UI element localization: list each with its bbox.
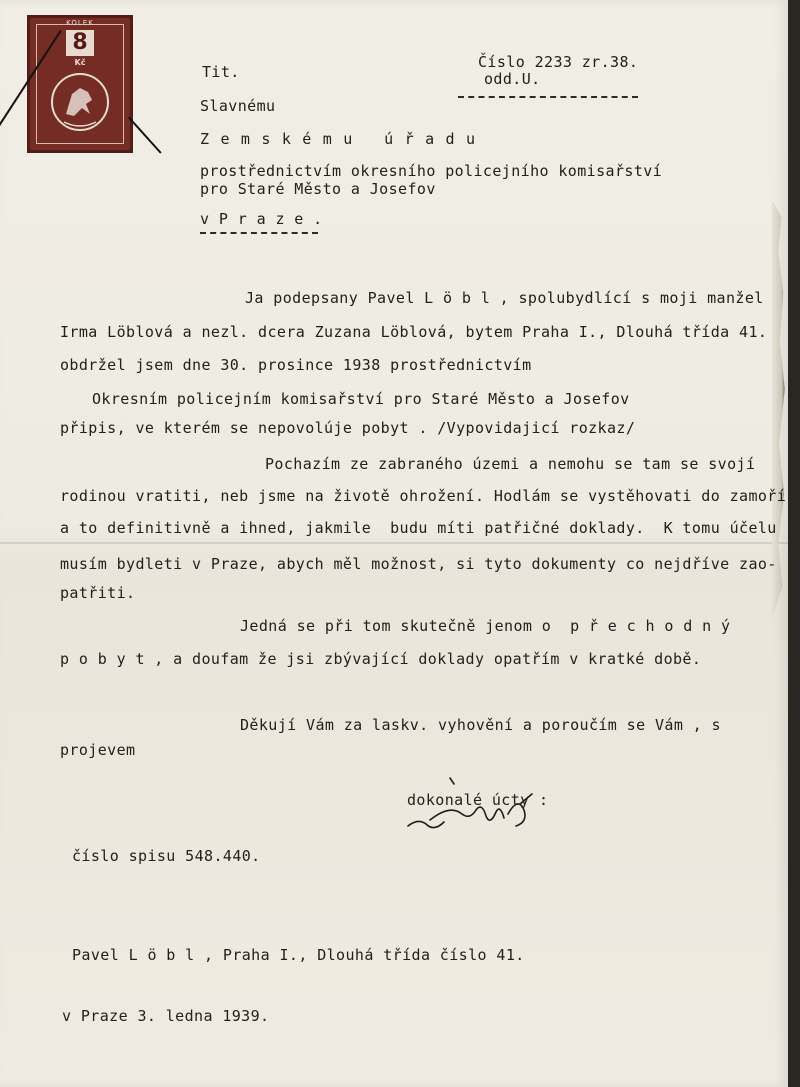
- address-line-5: v P r a z e .: [200, 210, 323, 228]
- stamp-value: 8: [66, 30, 94, 56]
- department: odd.U.: [484, 70, 541, 88]
- body-line: projevem: [60, 741, 136, 759]
- date-line: v Praze 3. ledna 1939.: [62, 1007, 270, 1025]
- address-line-3: prostřednictvím okresního policejního komisařství: [200, 162, 663, 180]
- address-line-2: Z e m s k é m u ú ř a d u: [200, 130, 477, 148]
- body-line: Ja podepsany Pavel L ö b l , spolubydlící s moji manžel: [245, 289, 764, 307]
- reference-number: Číslo 2233 zr.38.: [478, 53, 639, 71]
- body-line: Děkují Vám za laskv. vyhovění a poroučím se Vám , s: [240, 716, 721, 734]
- address-line-4: pro Staré Město a Josefov: [200, 180, 436, 198]
- lion-emblem-icon: [44, 70, 116, 134]
- stamp-top-text: KOLEK: [66, 19, 94, 27]
- body-line: Jedná se při tom skutečně jenom o p ř e c h o d n ý: [240, 617, 731, 635]
- body-line: a to definitivně a ihned, jakmile budu míti patřičné doklady. K tomu účelu: [60, 519, 777, 537]
- body-line: Pochazím ze zabraného územi a nemohu se tam se svojí: [265, 455, 756, 473]
- body-line: musím bydleti v Praze, abych měl možnost, si tyto dokumenty co nejdříve zao-: [60, 555, 777, 573]
- body-line: rodinou vratiti, neb jsme na životě ohrožení. Hodlám se vystěhovati do zamoří: [60, 487, 787, 505]
- stamp-cancel-stroke-2: [128, 117, 162, 154]
- closing-phrase: dokonalé úcty :: [407, 791, 549, 809]
- stamp-unit: Kč: [74, 58, 86, 67]
- body-line: připis, ve kterém se nepovolúje pobyt . /Vypovidajicí rozkaz/: [60, 419, 636, 437]
- revenue-stamp: [27, 15, 133, 153]
- paper-fold: [0, 542, 788, 544]
- body-line: patřiti.: [60, 584, 136, 602]
- salutation: Tit.: [202, 63, 240, 81]
- file-number: číslo spisu 548.440.: [72, 847, 261, 865]
- sender-address: Pavel L ö b l , Praha I., Dlouhá třída číslo 41.: [72, 946, 525, 964]
- body-line: p o b y t , a doufam že jsi zbývající doklady opatřím v kratké době.: [60, 650, 702, 668]
- address-divider: [200, 232, 318, 234]
- body-line: obdržel jsem dne 30. prosince 1938 prostřednictvím: [60, 356, 532, 374]
- body-line: Irma Löblová a nezl. dcera Zuzana Löblová, bytem Praha I., Dlouhá třída 41.: [60, 323, 768, 341]
- handwritten-signature: [400, 774, 540, 844]
- header-divider: [458, 96, 638, 98]
- address-line-1: Slavnému: [200, 97, 276, 115]
- body-line: Okresním policejním komisařství pro Staré Město a Josefov: [92, 390, 630, 408]
